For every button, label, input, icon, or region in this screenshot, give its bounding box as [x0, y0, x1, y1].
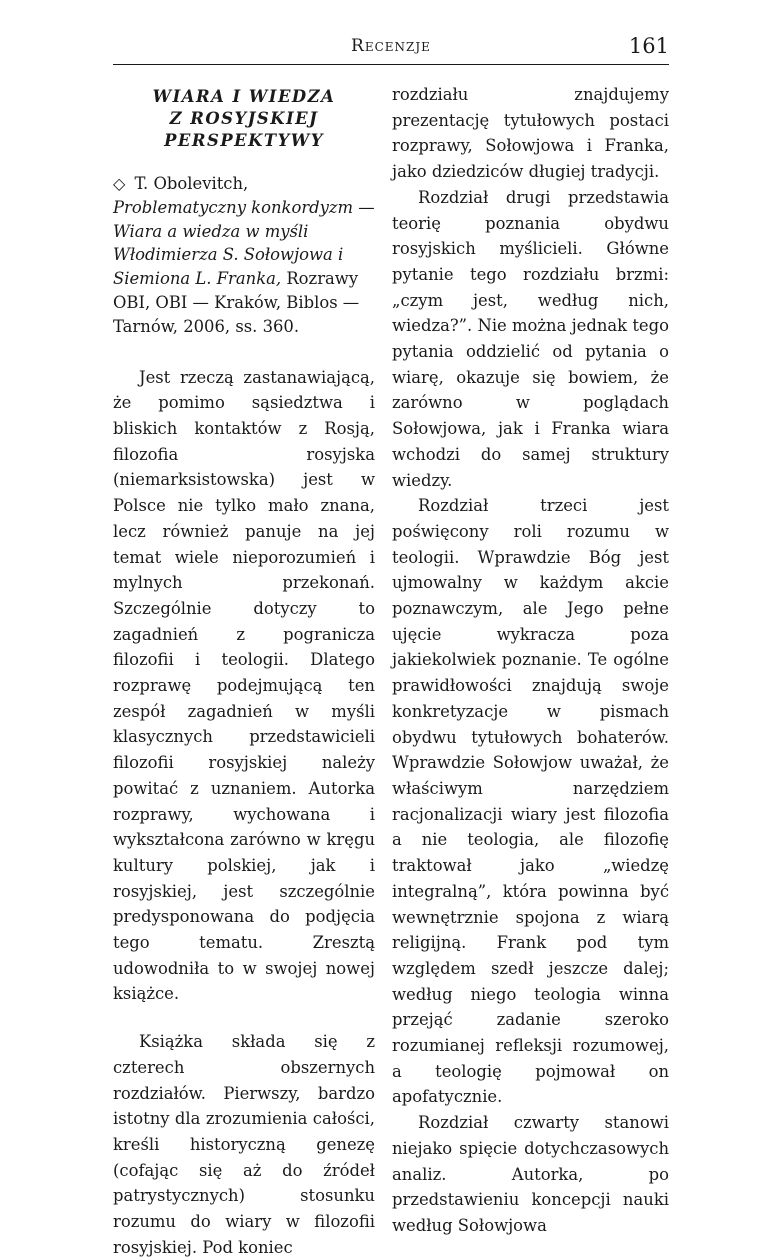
- running-header-title: Recenzje: [351, 36, 431, 56]
- section-title: [113, 82, 375, 152]
- citation-publication: Rozrawy OBI, OBI — Kraków, Biblos — Tarnów, 2006, ss. 360.: [113, 269, 360, 336]
- diamond-icon: ◇: [113, 174, 126, 193]
- citation-author: T. Obolevitch,: [134, 174, 249, 193]
- page-number: 161: [628, 34, 669, 58]
- right-paragraph-1: rozdziału znajdujemy prezentację tytułowych postaci rozprawy, Sołowjowa i Franka, jako dziedziców długiej tradycji.: [392, 85, 669, 182]
- section-title-line-1: WIARA I WIEDZA: [152, 87, 336, 106]
- section-title-line-3: PERSPEKTYWY: [164, 131, 324, 150]
- left-paragraph-1: Jest rzeczą zastanawiającą, że pomimo sąsiedztwa i bliskich kontaktów z Rosją, filozofia rosyjska (niemarksistowska) jest w Polsce nie tylko mało znana, lecz również panuje na jej temat wiele nieporozumień i mylnych przekonań. Szczególnie dotyczy to zagadnień z pogranicza filozofii i teologii. Dlatego rozprawę podejmującą ten zespół zagadnień w myśli klasycznych przedstawicieli filozofii rosyjskiej należy powitać z uznaniem. Autorka rozprawy, wychowana i wykształcona zarówno w kręgu kultury polskiej, jak i rosyjskiej, jest szczególnie predysponowana do podjęcia tego tematu. Zresztą udowodniła to w swojej nowej książce.: [113, 367, 375, 1004]
- left-paragraph-2: Książka składa się z czterech obszernych rozdziałów. Pierwszy, bardzo istotny dla zrozumienia całości, kreśli historyczną genezę (cofając się aż do źródeł patrystycznych) stosunku rozumu do wiary w filozofii rosyjskiej. Pod koniec: [113, 1032, 375, 1257]
- book-citation: [113, 172, 375, 339]
- right-paragraph-3: Rozdział trzeci jest poświęcony roli rozumu w teologii. Wprawdzie Bóg jest ujmowalny w każdym akcie poznawczym, ale Jego pełne ujęcie wykracza poza jakiekolwiek poznanie. Te ogólne prawidłowości znajdują swoje konkretyzacje w pismach obydwu tytułowych bohaterów. Wprawdzie Sołowjow uważał, że właściwym narzędziem racjonalizacji wiary jest filozofia a nie teologia, ale filozofię traktował jako „wiedzę integralną”, która powinna być wewnętrznie spojona z wiarą religijną. Frank pod tym względem szedł jeszcze dalej; według niego teologia winna przejąć zadanie szeroko rozumianej refleksji rozumowej, a teologię pojmował on apofatycznie.: [392, 496, 669, 1107]
- header-rule: [113, 64, 669, 65]
- left-column: [113, 82, 375, 1260]
- right-paragraph-2: Rozdział drugi przedstawia teorię poznania obydwu rosyjskich myślicieli. Główne pytanie tego rozdziału brzmi: „czym jest, według nich, wiedza?”. Nie można jednak tego pytania oddzielić od pytania o wiarę, okazuje się bowiem, że zarówno w poglądach Sołowjowa, jak i Franka wiara wchodzi do samej struktury wiedzy.: [392, 187, 669, 490]
- right-paragraph-4: Rozdział czwarty stanowi niejako spięcie dotychczasowych analiz. Autorka, po przedstawieniu koncepcji nauki według Sołowjowa: [392, 1113, 669, 1235]
- citation-book-title: Problematyczny konkordyzm — Wiara a wiedza w myśli Włodimierza S. Sołowjowa i Siemiona L. Franka,: [113, 197, 375, 289]
- right-column: [392, 82, 669, 1239]
- running-header: [113, 34, 669, 66]
- section-title-line-2: Z ROSYJSKIEJ: [169, 109, 319, 128]
